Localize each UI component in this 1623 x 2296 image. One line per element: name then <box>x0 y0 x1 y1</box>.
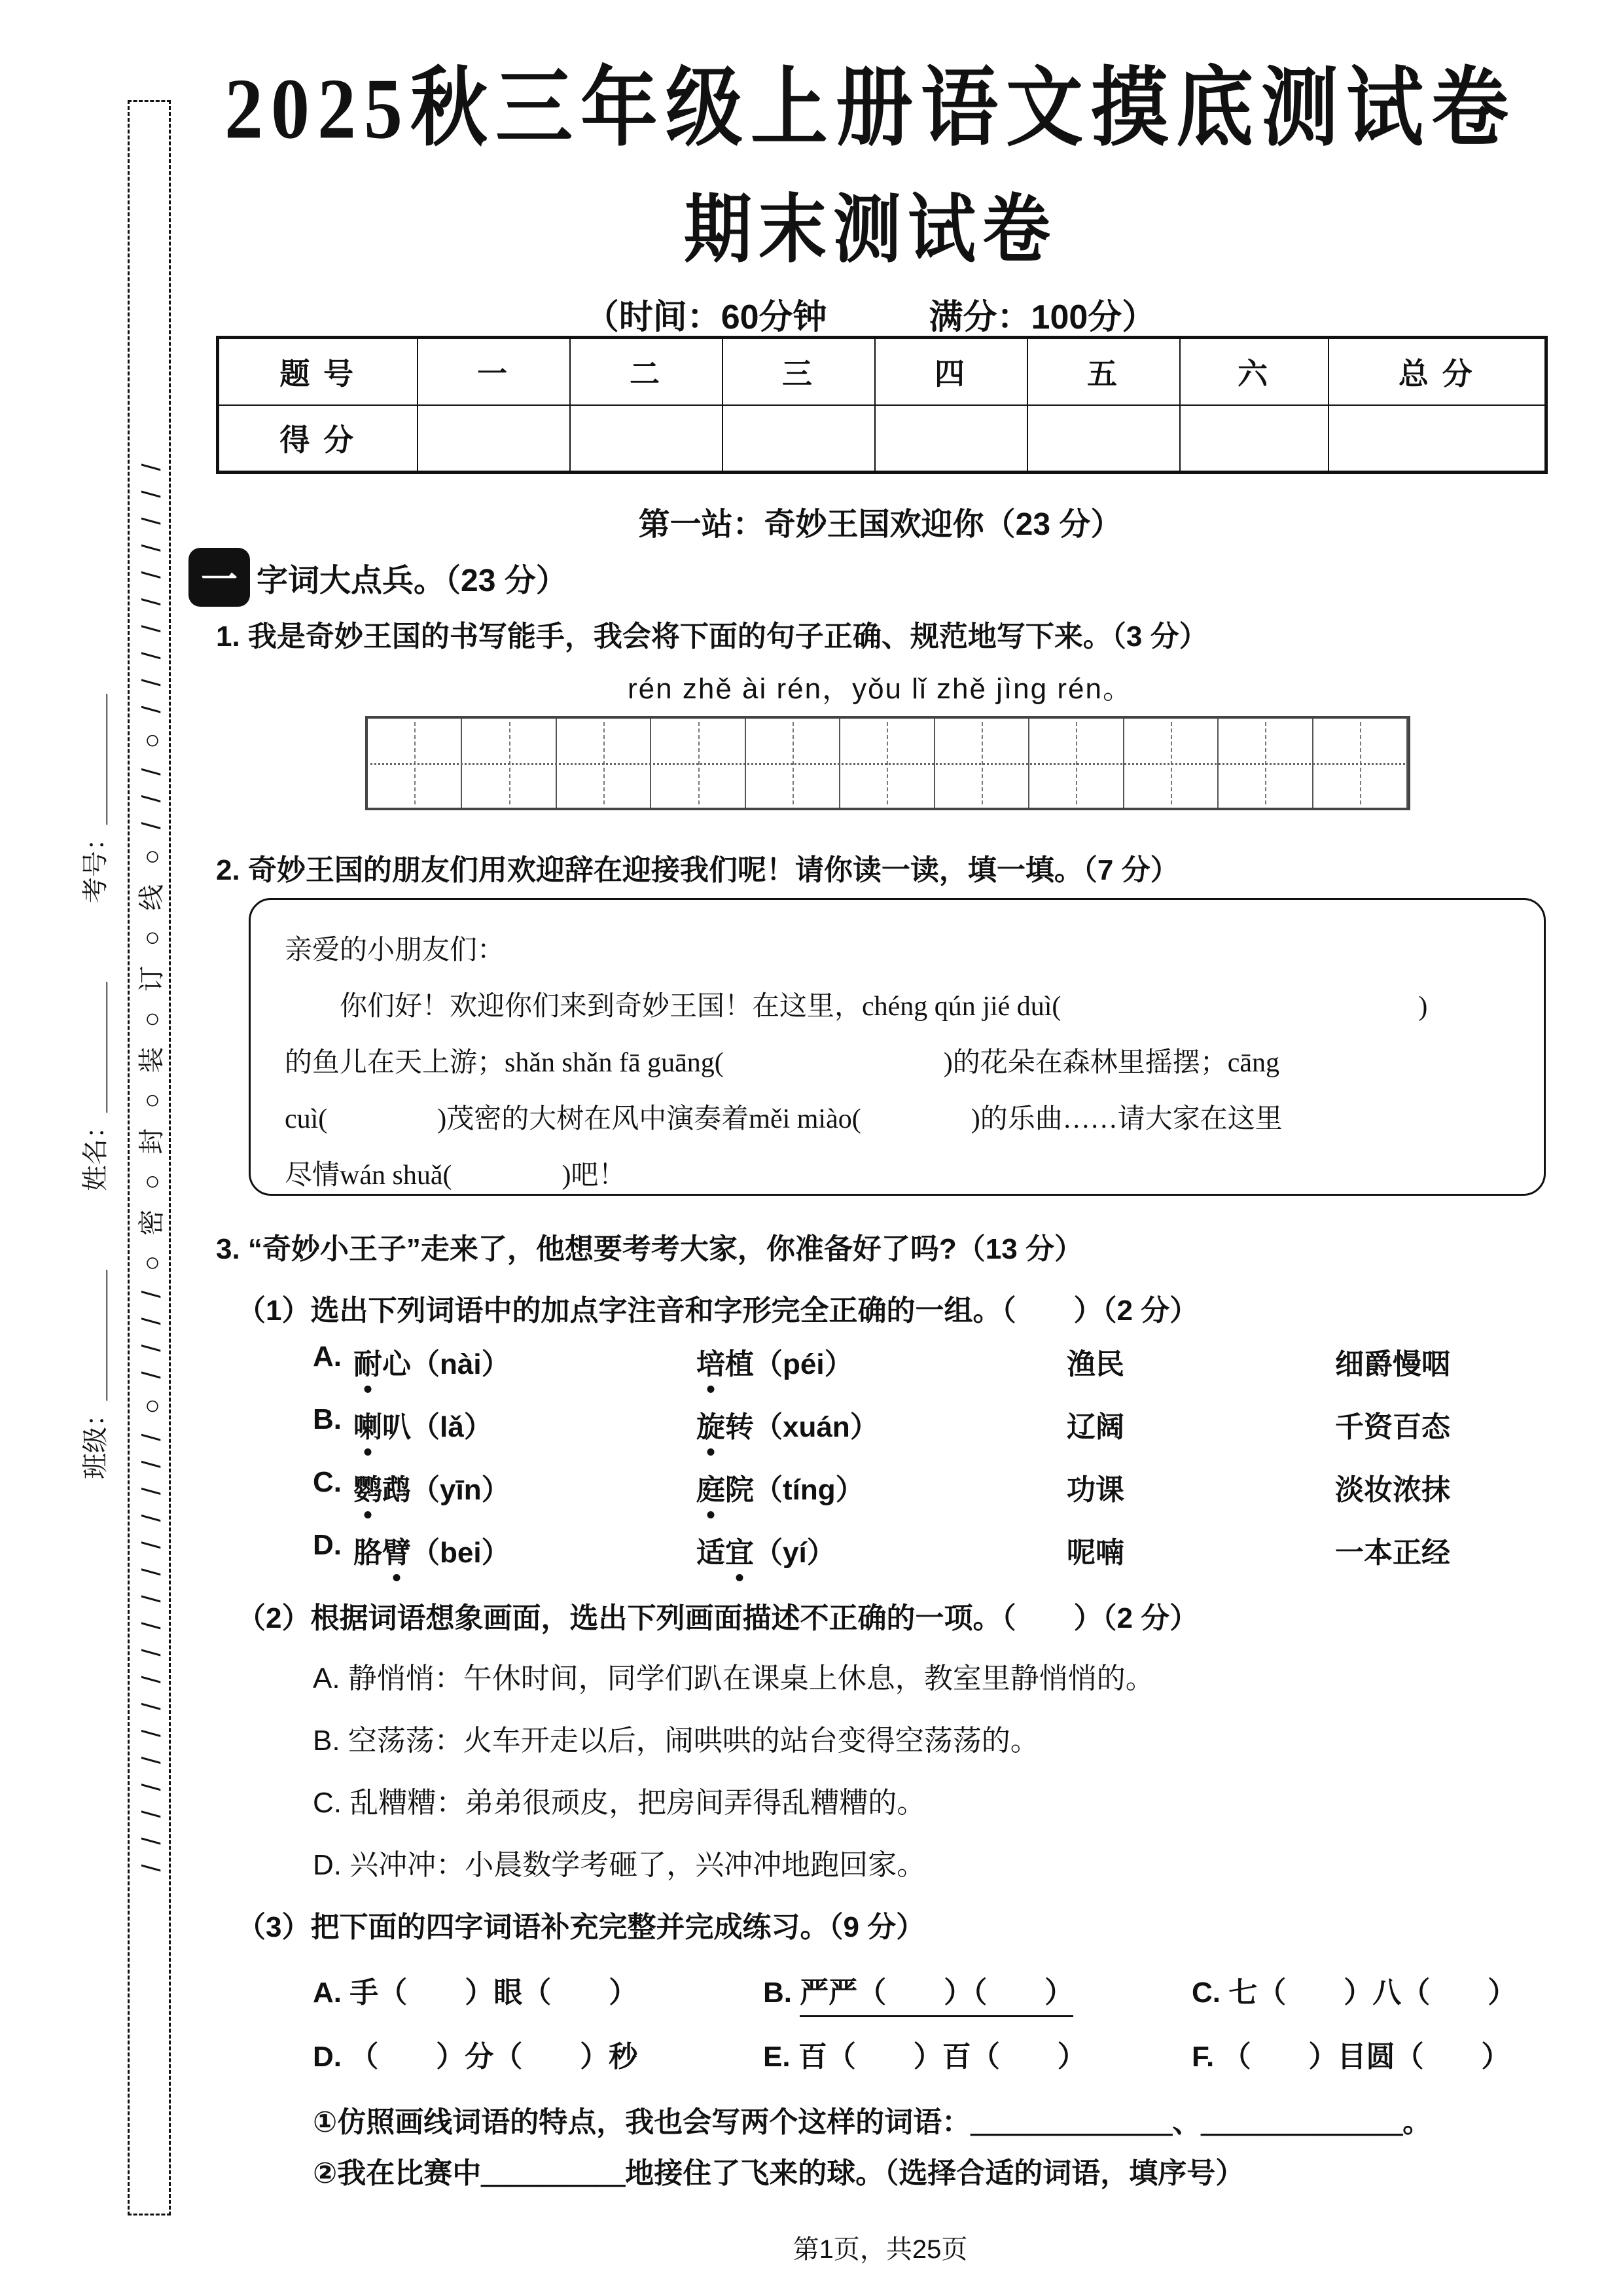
option-row-B <box>313 1403 1550 1466</box>
score-empty-cell <box>1027 405 1180 473</box>
score-empty-cell <box>418 405 570 473</box>
welcome-letter-box <box>249 898 1546 1196</box>
word-with-pinyin: 庭院（tíng） <box>696 1466 865 1508</box>
word-with-pinyin: 鹦鹉（yīn） <box>353 1466 510 1508</box>
word-with-pinyin: 适宜（yí） <box>696 1529 836 1571</box>
description-option: C. 乱糟糟：弟弟很顽皮，把房间弄得乱糟糟的。 <box>313 1787 926 1819</box>
word-plain: 渔民 <box>1067 1348 1124 1380</box>
paper-subtitle-title: 期末测试卷 <box>683 188 1057 272</box>
score-header-cell: 二 <box>570 338 722 405</box>
writing-grid <box>365 716 1410 810</box>
section-number-badge: 一 <box>188 548 250 607</box>
score-empty-cell <box>722 405 875 473</box>
score-header-cell: 一 <box>418 338 570 405</box>
grid-midline <box>370 763 1405 765</box>
letter-line: 亲爱的小朋友们： <box>285 935 505 965</box>
score-header-cell: 题 号 <box>218 338 418 405</box>
seal-binding-strip <box>128 100 171 2215</box>
score-header-cell: 五 <box>1027 338 1180 405</box>
paper-title: 2025秋三年级上册语文摸底测试卷 <box>224 60 1516 157</box>
word-plain: 千资百态 <box>1335 1411 1450 1443</box>
score-empty-cell <box>1180 405 1329 473</box>
exercise-2: ②我在比赛中＿＿＿＿＿地接住了飞来的球。（选择合适的词语，填序号） <box>313 2157 1245 2189</box>
q3-sub2-stem: （2）根据词语想象画面，选出下列画面描述不正确的一项。（ ）（2 分） <box>237 1602 1199 1634</box>
score-header-cell: 六 <box>1180 338 1329 405</box>
option-row-C <box>313 1466 1550 1529</box>
idiom-item: E. 百（ ）百（ ） <box>763 2041 1086 2073</box>
word-with-pinyin: 胳臂（bei） <box>353 1529 510 1571</box>
dotted-char: 庭 <box>696 1466 725 1508</box>
word-with-pinyin: 耐心（nài） <box>353 1340 510 1382</box>
idiom-item: C. 七（ ）八（ ） <box>1192 1977 1517 2009</box>
question2-stem: 2. 奇妙王国的朋友们用欢迎辞在迎接我们呢！请你读一读，填一填。（7 分） <box>216 854 1179 886</box>
word-plain: 淡妆浓抹 <box>1335 1474 1450 1506</box>
word-plain: 呢喃 <box>1067 1537 1124 1569</box>
idiom-item: A. 手（ ）眼（ ） <box>313 1977 638 2009</box>
score-empty-cell <box>1329 405 1546 473</box>
word-with-pinyin: 喇叭（lǎ） <box>353 1403 493 1445</box>
dotted-char: 培 <box>696 1340 725 1382</box>
idiom-row-2 <box>313 2033 1550 2097</box>
score-header-cell: 三 <box>722 338 875 405</box>
station-heading: 第一站：奇妙王国欢迎你（23 分） <box>638 507 1122 542</box>
letter-line: 尽情wán shuǎ( )吧！ <box>285 1160 626 1191</box>
dotted-char: 臂 <box>382 1529 411 1571</box>
student-info-text: 班级：＿＿＿＿＿ 姓名：＿＿＿＿＿ 考号：＿＿＿＿＿ <box>81 694 110 1479</box>
score-header-cell: 四 <box>875 338 1027 405</box>
letter-line: cuì( )茂密的大树在风中演奏着měi miào( )的乐曲……请大家在这里 <box>285 1104 1283 1134</box>
q3-sub1-options <box>313 1340 1550 1592</box>
time-score-line: （时间：60分钟 满分：100分） <box>584 298 1156 336</box>
option-label: A. <box>313 1340 342 1372</box>
option-label: C. <box>313 1466 342 1498</box>
idiom-item: D. （ ）分（ ）秒 <box>313 2041 638 2073</box>
question3-stem: 3. “奇妙小王子”走来了，他想要考考大家，你准备好了吗?（13 分） <box>216 1233 1083 1265</box>
dotted-char: 鹦 <box>353 1466 382 1508</box>
page-footer: 第1页，共25页 <box>793 2235 968 2264</box>
q3-sub1-stem: （1）选出下列词语中的加点字注音和字形完全正确的一组。（ ）（2 分） <box>237 1295 1199 1327</box>
idiom-item: F. （ ）目圆（ ） <box>1192 2041 1510 2073</box>
description-option: D. 兴冲冲：小晨数学考砸了，兴冲冲地跑回家。 <box>313 1849 926 1881</box>
score-table-score-row <box>218 405 1546 473</box>
description-option: A. 静悄悄：午休时间，同学们趴在课桌上休息，教室里静悄悄的。 <box>313 1662 1154 1695</box>
seal-binding-text: /////////////////○////○密○封○装○订○线○///○////////// <box>137 444 166 1872</box>
word-plain: 辽阔 <box>1067 1411 1124 1443</box>
score-row-label: 得 分 <box>218 405 418 473</box>
idiom-row-1 <box>313 1969 1550 2033</box>
word-plain: 一本正经 <box>1335 1537 1450 1569</box>
underlined-idiom: 严严（ ）（ ） <box>800 1977 1073 2017</box>
score-header-cell: 总 分 <box>1329 338 1546 405</box>
option-label: B. <box>313 1403 342 1435</box>
dotted-char: 耐 <box>353 1340 382 1382</box>
option-row-A <box>313 1340 1550 1403</box>
question1-stem: 1. 我是奇妙王国的书写能手，我会将下面的句子正确、规范地写下来。（3 分） <box>216 620 1208 653</box>
dotted-char: 宜 <box>725 1529 754 1571</box>
letter-line: 的鱼儿在天上游；shǎn shǎn fā guāng( )的花朵在森林里摇摆；cāng <box>285 1048 1279 1078</box>
option-label: D. <box>313 1529 342 1561</box>
word-plain: 细爵慢咽 <box>1335 1348 1450 1380</box>
word-with-pinyin: 旋转（xuán） <box>696 1403 879 1445</box>
section-one-heading <box>188 547 567 607</box>
description-option: B. 空荡荡：火车开走以后，闹哄哄的站台变得空荡荡的。 <box>313 1725 1039 1757</box>
exercise-1: ①仿照画线词语的特点，我也会写两个这样的词语：＿＿＿＿＿＿＿、＿＿＿＿＿＿＿。 <box>313 2106 1432 2138</box>
score-table-header-row <box>218 338 1546 405</box>
q3-sub2-options <box>313 1655 1154 1903</box>
q3-sub3-stem: （3）把下面的四字词语补充完整并完成练习。（9 分） <box>237 1911 925 1943</box>
option-row-D <box>313 1529 1550 1592</box>
letter-line: 你们好！欢迎你们来到奇妙王国！在这里，chéng qún jié duì( ) <box>285 992 1428 1022</box>
section-one-title: 字词大点兵。（23 分） <box>257 563 567 598</box>
dotted-char: 旋 <box>696 1403 725 1445</box>
dotted-char: 喇 <box>353 1403 382 1445</box>
score-table-wrap <box>216 336 1548 474</box>
score-empty-cell <box>875 405 1027 473</box>
idiom-item-underlined: B. 严严（ ）（ ） <box>763 1969 1073 2011</box>
student-info-labels <box>75 236 111 1937</box>
word-plain: 功课 <box>1067 1474 1124 1506</box>
question1-pinyin: rén zhě ài rén，yǒu lǐ zhě jìng rén。 <box>628 673 1133 705</box>
score-empty-cell <box>570 405 722 473</box>
word-with-pinyin: 培植（péi） <box>696 1340 853 1382</box>
score-table <box>216 336 1548 474</box>
